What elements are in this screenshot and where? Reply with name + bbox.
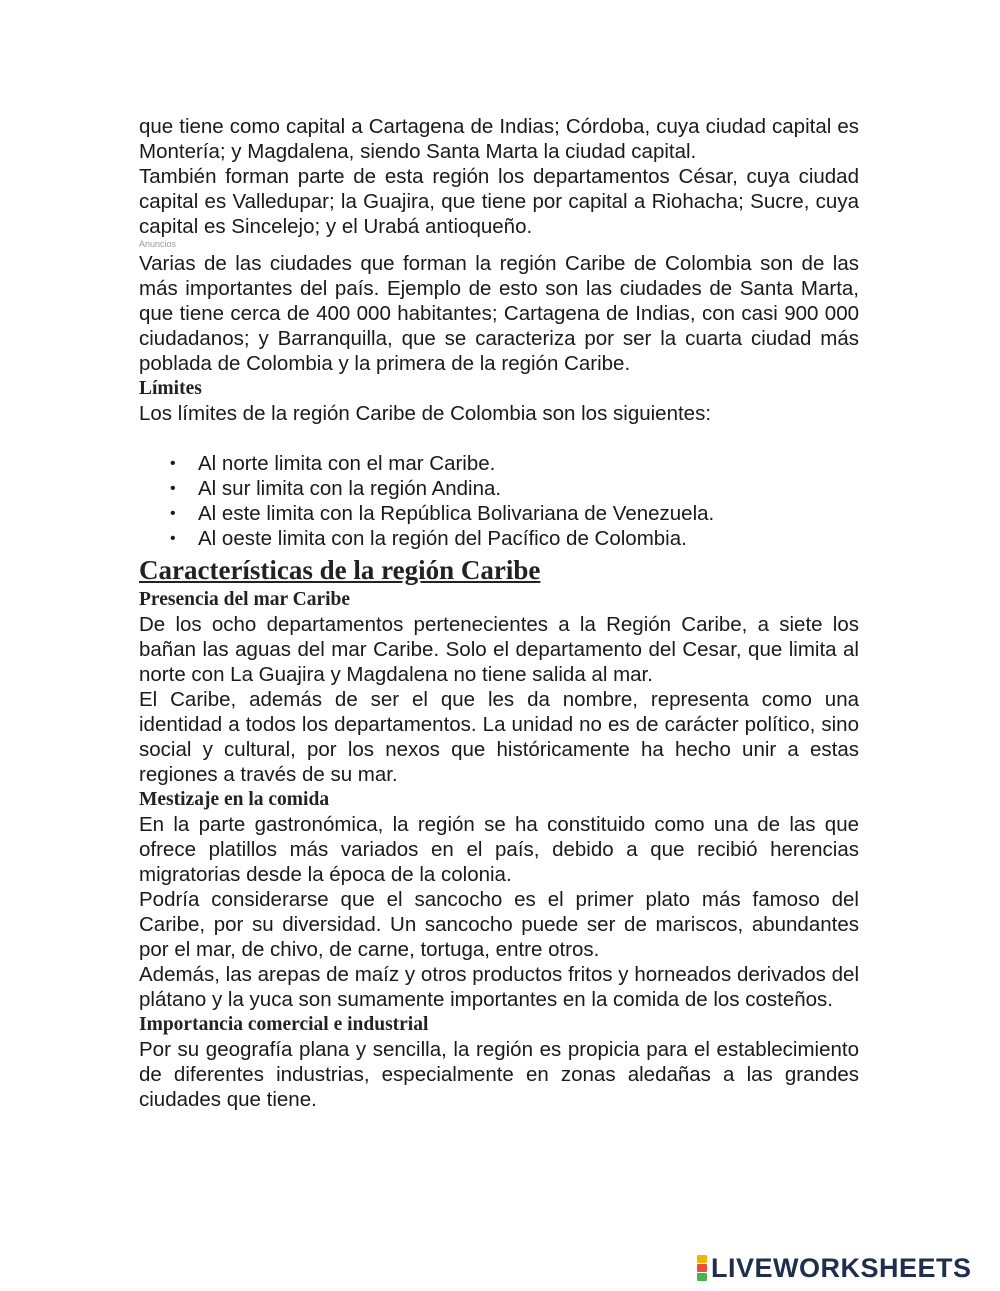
logo-block-red (697, 1264, 707, 1272)
paragraph-cities: Varias de las ciudades que forman la región Caribe de Colombia son de las más importantes del país. Ejemplo de esto son las ciudades de Santa Marta, que tiene cerca de 400 000 habitantes; Cartagena de Indias, con casi 900 000 ciudadanos; y Barranquilla, que se caracteriza por ser la cuarta ciudad más poblada de Colombia y la primera de la región Caribe. (139, 252, 859, 375)
paragraph-food-3: Además, las arepas de maíz y otros productos fritos y horneados derivados del plátano y la yuca son sumamente importantes en la comida de los costeños. (139, 963, 859, 1011)
logo-blocks-icon (697, 1255, 707, 1281)
paragraph-food-1: En la parte gastronómica, la región se ha constituido como una de las que ofrece platillos más variados en el país, debido a que recibió herencias migratorias desde la época de la colonia. (139, 813, 859, 886)
list-item: • Al sur limita con la región Andina. (170, 477, 502, 500)
limits-list (139, 451, 859, 551)
paragraph-departments: También forman parte de esta región los departamentos César, cuya ciudad capital es Valledupar; la Guajira, que tiene por capital a Riohacha; Sucre, cuya capital es Sincelejo; y el Urabá antioqueño. (139, 165, 859, 238)
paragraph-food-2: Podría considerarse que el sancocho es el primer plato más famoso del Caribe, por su diversidad. Un sancocho puede ser de mariscos, abundantes por el mar, de chivo, de carne, tortuga, entre otros. (139, 888, 859, 961)
subheading-sea: Presencia del mar Caribe (139, 589, 351, 610)
paragraph-industry-1: Por su geografía plana y sencilla, la región es propicia para el establecimiento de diferentes industrias, especialmente en zonas aledañas a las grandes ciudades que tiene. (139, 1038, 859, 1111)
limits-heading: Límites (139, 378, 202, 399)
bullet-icon: • (170, 530, 176, 547)
bullet-icon: • (170, 480, 176, 497)
subheading-industry: Importancia comercial e industrial (139, 1014, 429, 1035)
list-item: • Al oeste limita con la región del Pacífico de Colombia. (170, 527, 687, 550)
list-item: • Al norte limita con el mar Caribe. (170, 452, 496, 475)
logo-text: LIVEWORKSHEETS (711, 1252, 972, 1283)
list-item: • Al este limita con la República Bolivariana de Venezuela. (170, 502, 715, 525)
section-title: Características de la región Caribe (139, 555, 541, 585)
paragraph-sea-2: El Caribe, además de ser el que les da nombre, representa como una identidad a todos los departamentos. La unidad no es de carácter político, sino social y cultural, por los nexos que históricamente ha hecho unir a estas regiones a través de su mar. (139, 688, 859, 786)
liveworksheets-logo[interactable] (697, 1254, 972, 1282)
logo-block-yellow (697, 1255, 707, 1263)
document-page (139, 114, 859, 1112)
paragraph-sea-1: De los ocho departamentos pertenecientes a la Región Caribe, a siete los bañan las aguas del mar Caribe. Solo el departamento del Cesar, que limita al norte con La Guajira y Magdalena no tiene salida al mar. (139, 613, 859, 686)
logo-block-green (697, 1273, 707, 1281)
paragraph-capitals: que tiene como capital a Cartagena de Indias; Córdoba, cuya ciudad capital es Montería; y Magdalena, siendo Santa Marta la ciudad capital. (139, 115, 859, 163)
bullet-icon: • (170, 505, 176, 522)
ad-label: Anuncios (139, 239, 177, 249)
limits-intro: Los límites de la región Caribe de Colombia son los siguientes: (139, 402, 712, 425)
bullet-icon: • (170, 455, 176, 472)
subheading-food: Mestizaje en la comida (139, 789, 330, 810)
